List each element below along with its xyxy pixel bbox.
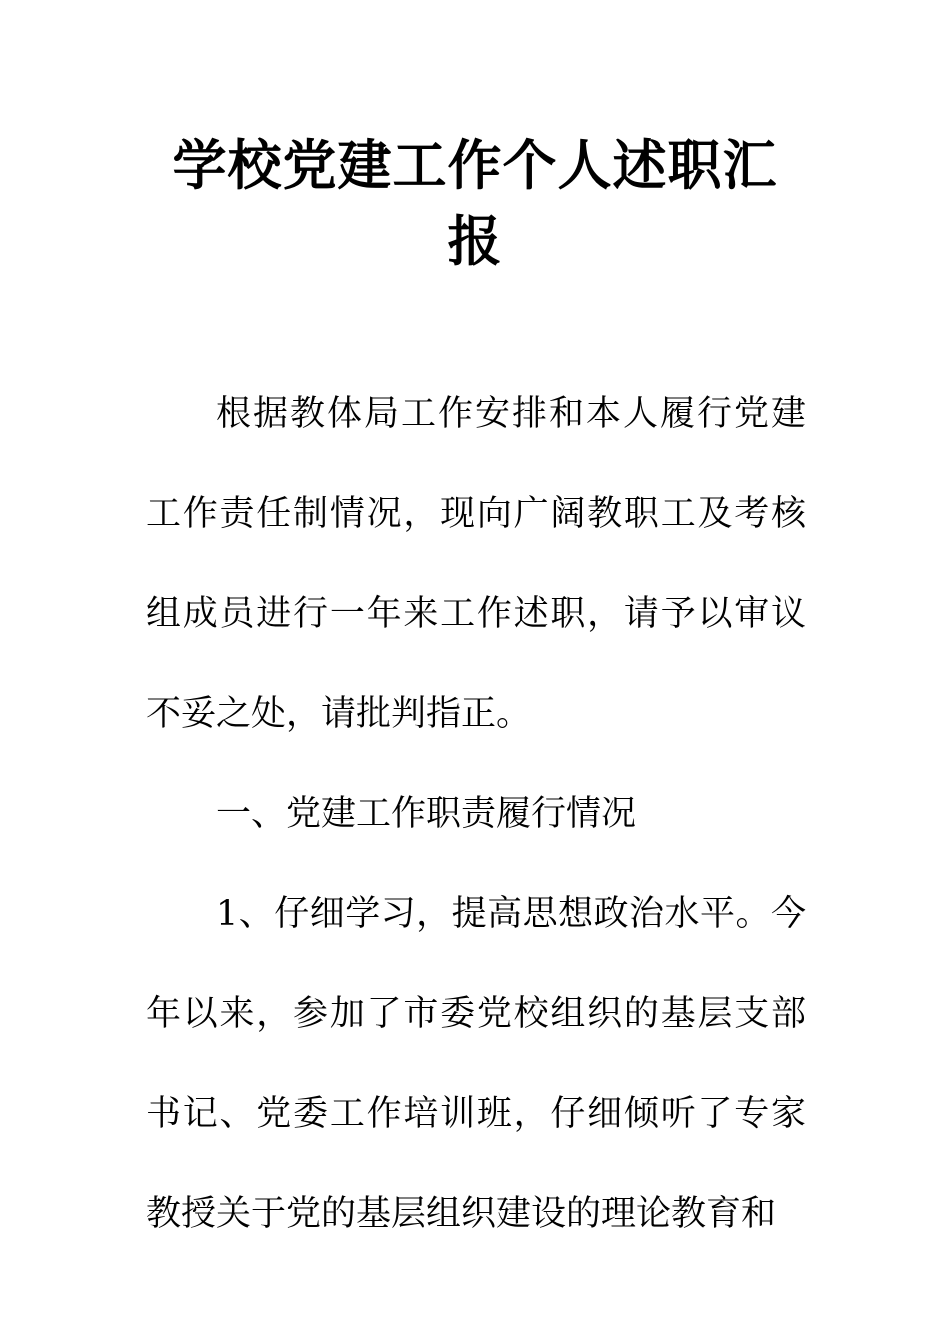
document-body xyxy=(146,364,806,1264)
section-heading: 一、党建工作职责履行情况 xyxy=(216,794,637,834)
document-title: 学校党建工作个人述职汇报 xyxy=(172,134,778,273)
intro-paragraph: 根据教体局工作安排和本人履行党建工作责任制情况，现向广阔教职工及考核组成员进行一年来工作述职，请予以审议不妥之处，请批判指正。 xyxy=(146,394,806,734)
body-paragraph: 1、仔细学习，提高思想政治水平。今年以来，参加了市委党校组织的基层支部书记、党委工作培训班，仔细倾听了专家教授关于党的基层组织建设的理论教育和 xyxy=(146,894,806,1234)
